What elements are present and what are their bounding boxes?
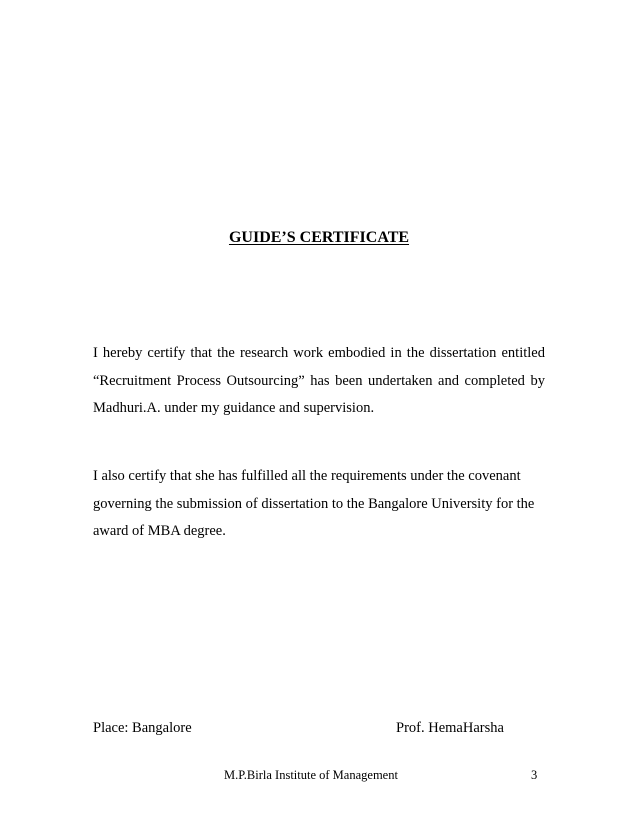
signature-block (93, 718, 545, 738)
page-number: 3 (531, 768, 538, 782)
requirements-paragraph (93, 463, 545, 546)
page-footer (0, 766, 638, 784)
guide-name: Prof. HemaHarsha (396, 720, 504, 736)
paragraph-line: award of MBA degree. (93, 523, 226, 539)
certification-paragraph (93, 340, 545, 423)
page-title: GUIDE’S CERTIFICATE (228, 229, 410, 246)
place-label: Place: Bangalore (93, 720, 192, 736)
paragraph-line: “Recruitment Process Outsourcing” has been undertaken and completed by (93, 372, 545, 389)
footer-institute: M.P.Birla Institute of Management (224, 768, 398, 782)
paragraph-line: governing the submission of dissertation to the Bangalore University for the (93, 495, 535, 512)
paragraph-line: I hereby certify that the research work embodied in the dissertation entitled (93, 345, 545, 361)
paragraph-line: I also certify that she has fulfilled all the requirements under the covenant (93, 468, 521, 484)
paragraph-line: Madhuri.A. under my guidance and supervision. (93, 400, 375, 416)
